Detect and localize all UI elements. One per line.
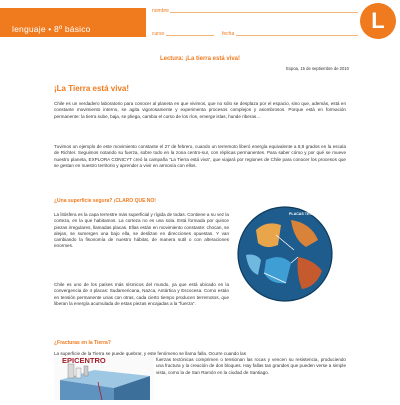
article-heading: ¡La Tierra está viva! <box>54 84 130 93</box>
course-field-label: curso <box>152 31 165 37</box>
course-field[interactable] <box>166 35 214 36</box>
globe-label: PLACAS TECTÓNICAS <box>289 212 329 216</box>
name-field[interactable] <box>170 12 358 13</box>
subject-logo: L <box>360 3 396 39</box>
worksheet-header <box>0 0 400 46</box>
paragraph-chile-plates: Chile es uno de los países más sísmicos del mundo, ya que está ubicado en la convergencia de 4 placas: Sudamericana, Nazca, Antártica y Escocesa. Como están en tensión permanente unas con otras, cada cierto tiempo producen terremotos, que liberan la energía acumulada de estas piezas encajadas a la “fuerza”. <box>54 282 229 306</box>
reading-title: Lectura: ¡La tierra está viva! <box>159 56 241 62</box>
subject-band <box>0 8 146 37</box>
paragraph-lithosphere: La litósfera es la capa terrestre más superficial y rígida de todas. Contiene a su vez la corteza, en la que habitamos. La corteza no es una sola. Está formada por quince piezas irregulares, llamadas placas. Ellas están en movimiento constante: chocan, se alejan, se sumergen una bajo ella, se deslizan en direcciones opuestas. Y van cambiando la fisonomía de nuestro hábitat, de manera sutil o con alteraciones enormes. <box>54 212 229 249</box>
paragraph-intro: Chile es un verdadero laboratorio para conocer al planeta en que vivimos, que no sólo se desplaza por el espacio, sino que, además, está en constante movimiento interno, se agita vigorosamente y experimenta procesos complejos y asombrosos. Porque está en formación permanente: la tierra sube, baja, se pliega, cambia el curso de los ríos, emerge islas, hunde riberas… <box>54 101 346 119</box>
paragraph-fault-rest: fuerzas tectónicas comprimen o tensionan las rocas y vencen su resistencia, produciendo una fractura y la creación de dos bloques. Hay fallas tan grandes que pueden verse a simple vista, como la de San Ramón en la ciudad de Santiago. <box>156 357 346 375</box>
tectonic-plates-globe-image <box>236 205 334 303</box>
paragraph-earthquake: Tuvimos un ejemplo de este movimiento constante el 27 de febrero, cuando un terremoto liberó energía equivalente a 8,8 grados en la escala de Richter. Seguimos notando su fuerza, sobre todo en la zona centro-sur, con réplicas permanentes. Para saber cómo y por qué se mueve nuestro planeta, EXPLORA CONICYT creó la campaña “La Tierra está viva”, que viajará por regiones de Chile para conocer los procesos que se gestan en nuestro territorio y aprender a vivir en armonía con ellos. <box>54 144 346 168</box>
dateline: Expoa, 15 de septiembre de 2010 <box>286 66 349 71</box>
date-field[interactable] <box>236 35 358 36</box>
student-fields <box>152 7 360 39</box>
subheading-fractures: ¿Fracturas en la Tierra? <box>54 340 111 346</box>
name-field-label: nombre <box>152 8 169 14</box>
subheading-surface: ¿Una superficie segura? ¡CLARO QUE NO! <box>54 198 156 204</box>
paragraph-fault-line1: La superficie de la Tierra se puede quebrar, y este fenómeno se llama falla. Ocurre cuando las <box>54 351 247 356</box>
epicenter-illustration <box>54 356 154 400</box>
date-field-label: fecha <box>222 31 235 37</box>
subject-label: lenguaje • 8º básico <box>12 24 91 34</box>
epicenter-label: EPICENTRO <box>62 356 106 365</box>
